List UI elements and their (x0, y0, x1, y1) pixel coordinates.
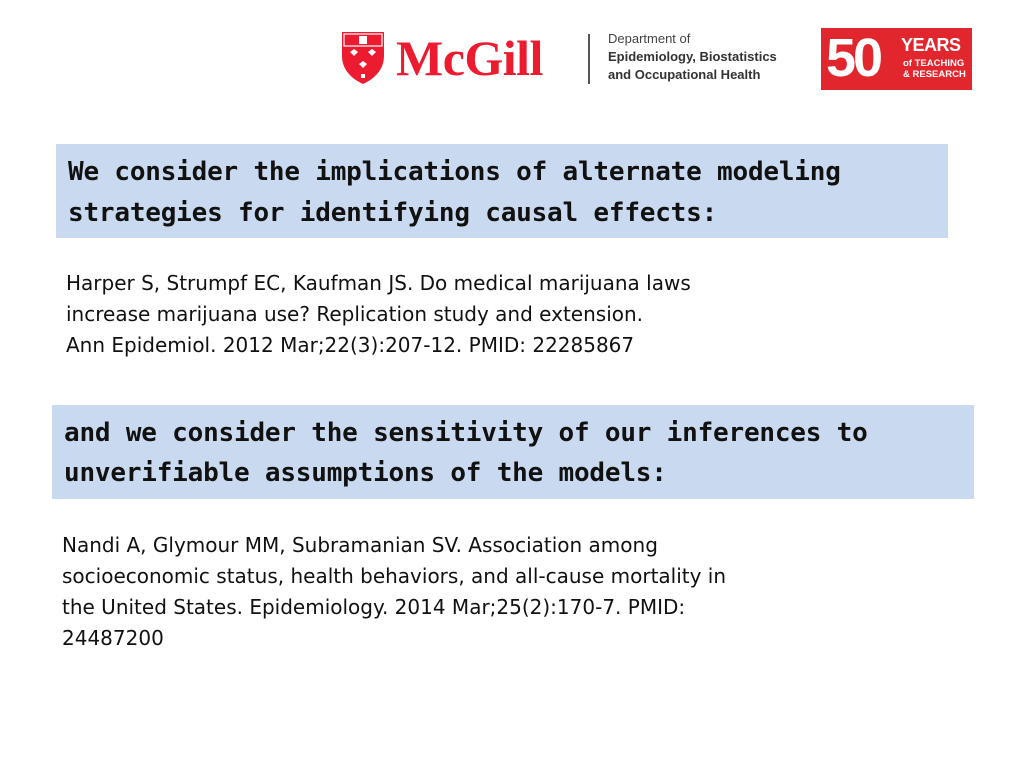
anniversary-badge (821, 28, 972, 90)
section2-heading-line: and we consider the sensitivity of our inferences to (64, 418, 868, 448)
section1-heading-line: We consider the implications of alternate modeling (68, 157, 841, 187)
section1-citation (66, 268, 691, 361)
anniversary-subtitle-1: of TEACHING (903, 58, 965, 69)
department-line-2: Epidemiology, Biostatistics (608, 49, 777, 64)
citation-line: Nandi A, Glymour MM, Subramanian SV. Association among (62, 533, 658, 557)
citation-line: Harper S, Strumpf EC, Kaufman JS. Do medical marijuana laws (66, 271, 691, 295)
anniversary-subtitle-2: & RESEARCH (903, 69, 966, 80)
citation-line: Ann Epidemiol. 2012 Mar;22(3):207-12. PMID: 22285867 (66, 333, 635, 357)
mcgill-wordmark: McGill (396, 30, 543, 86)
department-name (608, 30, 777, 84)
citation-line: 24487200 (62, 626, 164, 650)
anniversary-number: 50 (826, 28, 881, 88)
header-divider (588, 34, 590, 84)
citation-line: the United States. Epidemiology. 2014 Mar;25(2):170-7. PMID: (62, 595, 686, 619)
department-line-3: and Occupational Health (608, 67, 761, 82)
department-line-1: Department of (608, 31, 691, 46)
header (340, 28, 974, 92)
mcgill-shield-icon (340, 30, 386, 86)
section1-heading-line: strategies for identifying causal effects: (68, 198, 718, 228)
section2-heading (52, 405, 974, 499)
anniversary-years: YEARS (901, 35, 961, 55)
citation-line: increase marijuana use? Replication study and extension. (66, 302, 644, 326)
section2-heading-line: unverifiable assumptions of the models: (64, 458, 667, 488)
section2-citation (62, 530, 726, 654)
citation-line: socioeconomic status, health behaviors, and all-cause mortality in (62, 564, 727, 588)
section1-heading (56, 144, 948, 238)
